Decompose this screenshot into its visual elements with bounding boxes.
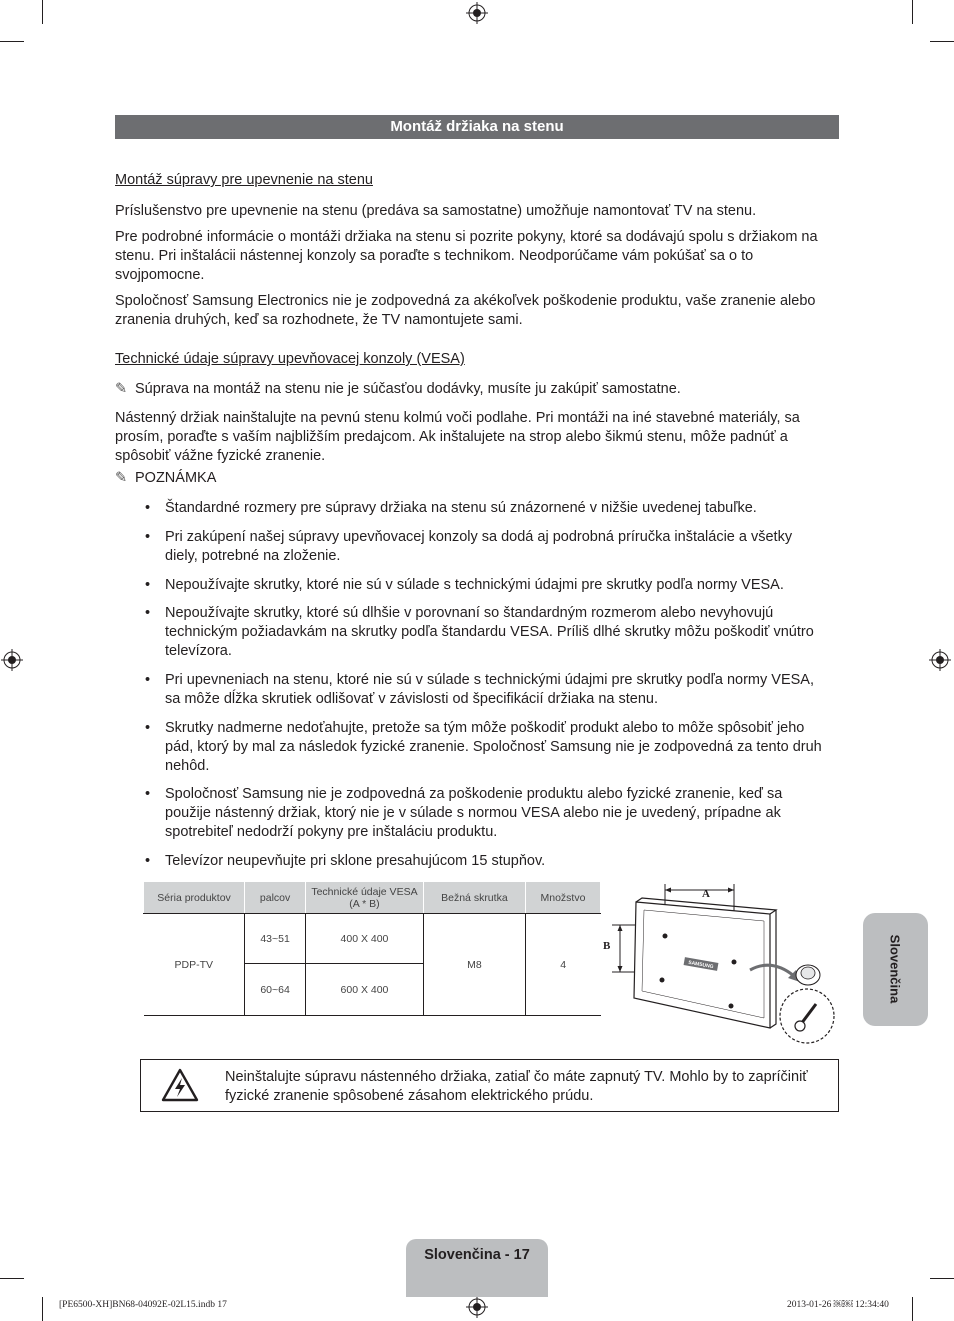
pencil-note-icon: ✎	[115, 381, 128, 397]
page-number-label: Slovenčina - 17	[424, 1247, 530, 1263]
pencil-note-icon: ✎	[115, 470, 128, 486]
table-header: palcov	[245, 882, 306, 914]
bullet-icon: •	[145, 529, 151, 545]
paragraph: Spoločnosť Samsung Electronics nie je zodpovedná za akékoľvek poškodenie produktu, vaše zranenie alebo zranenia druhých, keď sa rozhodnete, že TV namontujete sami.	[115, 293, 816, 328]
table-cell-inches: 60~64	[245, 964, 306, 1016]
paragraph: Pre podrobné informácie o montáži držiaka na stenu si pozrite pokyny, ktoré sa dodávajú spolu s držiakom na stenu. Pri inštalácii nástennej konzoly sa poraďte s technikom. Neodporúčame vám pokúšať sa o to svojpomocne.	[115, 229, 818, 283]
tv-brand-label: SAMSUNG	[687, 959, 714, 971]
section-title-bar	[115, 115, 839, 139]
tv-back-diagram	[600, 878, 845, 1050]
warning-text: Neinštalujte súpravu nástenného držiaka, zatiaľ čo máte zapnutý TV. Mohlo by to zapríčiniť fyzické zranenie spôsobené zásahom elektrického prúdu.	[225, 1069, 808, 1104]
table-header: Séria produktov	[144, 882, 245, 914]
page-number-tab	[406, 1239, 548, 1297]
table-header: Množstvo	[525, 882, 600, 914]
table-cell-inches: 43~51	[245, 914, 306, 964]
crop-mark	[0, 41, 24, 42]
bullet-icon: •	[145, 577, 151, 593]
crop-mark	[912, 1297, 913, 1321]
dimension-a-label: A	[702, 888, 710, 900]
crop-mark	[42, 1297, 43, 1321]
crop-mark	[930, 41, 954, 42]
bullet-icon: •	[145, 853, 151, 869]
section-title: Montáž držiaka na stenu	[390, 118, 564, 135]
note-text: Súprava na montáž na stenu nie je súčasťou dodávky, musíte ju zakúpiť samostatne.	[135, 381, 681, 397]
heading-wall-mount-kit: Montáž súpravy pre upevnenie na stenu	[115, 172, 373, 188]
footer-file-info: [PE6500-XH]BN68-04092E-02L15.indb 17	[59, 1300, 227, 1310]
crop-mark	[930, 1278, 954, 1279]
bullet-icon: •	[145, 720, 151, 736]
note-label: POZNÁMKA	[135, 470, 217, 486]
table-cell-vesa: 400 X 400	[306, 914, 424, 964]
table-cell-series: PDP-TV	[144, 914, 245, 1016]
table-header: Technické údaje VESA (A * B)	[306, 882, 424, 914]
warning-box	[140, 1059, 839, 1112]
electric-shock-warning-icon	[161, 1068, 199, 1102]
paragraph: Nástenný držiak nainštalujte na pevnú stenu kolmú voči podlahe. Pri montáži na iné stavebné materiály, sa prosím, poraďte s vaším najbližším predajcom. Ak inštalujete na strop alebo šikmú stenu, môže padnúť a spôsobiť vážne fyzické zranenie.	[115, 410, 800, 464]
registration-mark-icon	[929, 649, 951, 671]
bullet-icon: •	[145, 500, 151, 516]
registration-mark-icon	[466, 1296, 488, 1318]
table-cell-screw: M8	[423, 914, 525, 1016]
bullet-icon: •	[145, 672, 151, 688]
table-row	[144, 914, 601, 964]
footer-timestamp: 2013-01-26 ￼￼ 12:34:40	[787, 1300, 889, 1310]
table-header-row	[144, 882, 601, 914]
crop-mark	[912, 0, 913, 24]
heading-vesa-specs: Technické údaje súpravy upevňovacej konzoly (VESA)	[115, 351, 465, 367]
note	[115, 380, 681, 399]
bullet-icon: •	[145, 605, 151, 621]
table-cell-qty: 4	[525, 914, 600, 1016]
dimension-b-label: B	[603, 940, 611, 952]
table-cell-vesa: 600 X 400	[306, 964, 424, 1016]
paragraph: Príslušenstvo pre upevnenie na stenu (predáva sa samostatne) umožňuje namontovať TV na stenu.	[115, 203, 757, 219]
crop-mark	[42, 0, 43, 24]
bullet-icon: •	[145, 786, 151, 802]
table-header: Bežná skrutka	[423, 882, 525, 914]
language-side-tab-label: Slovenčina	[887, 934, 903, 1004]
registration-mark-icon	[466, 2, 488, 24]
note-heading	[115, 469, 216, 488]
registration-mark-icon	[1, 649, 23, 671]
crop-mark	[0, 1278, 24, 1279]
language-side-tab	[863, 913, 928, 1026]
vesa-spec-table	[143, 881, 601, 1016]
